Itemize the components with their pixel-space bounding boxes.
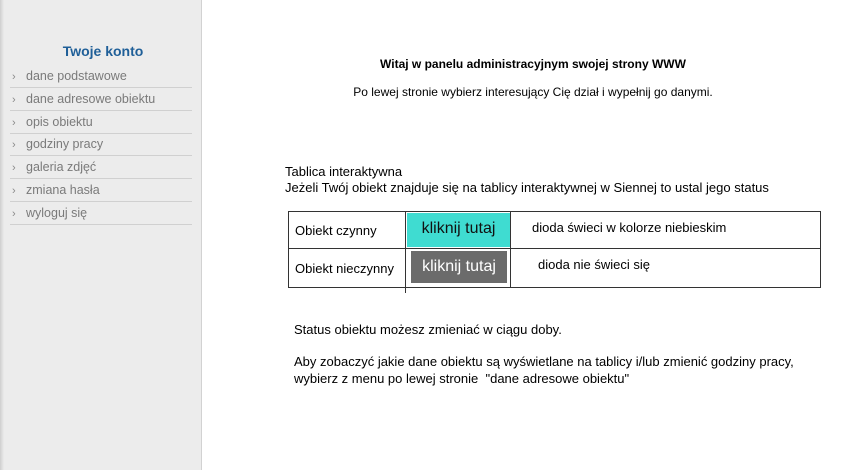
- sidebar-item-label[interactable]: opis obiektu: [26, 114, 93, 129]
- page-title: Witaj w panelu administracyjnym swojej strony WWW: [380, 57, 686, 71]
- chevron-right-icon: ›: [12, 139, 16, 152]
- row-divider: [289, 248, 820, 249]
- sidebar-item-dane-podstawowe[interactable]: [10, 66, 192, 88]
- sidebar-item-wyloguj[interactable]: [10, 203, 192, 225]
- sidebar-item-zmiana-hasla[interactable]: [10, 180, 192, 202]
- sidebar-item-label[interactable]: zmiana hasła: [26, 182, 100, 197]
- sidebar-item-godziny-pracy[interactable]: [10, 134, 192, 156]
- sidebar-title: Twoje konto: [62, 43, 144, 59]
- board-heading: Tablica interaktywna: [285, 164, 403, 179]
- sidebar-item-opis-obiektu[interactable]: [10, 112, 192, 134]
- column-divider: [510, 212, 511, 288]
- sidebar-item-label[interactable]: wyloguj się: [26, 205, 88, 220]
- chevron-right-icon: ›: [12, 116, 16, 129]
- row-desc-inactive: dioda nie świeci się: [538, 257, 651, 272]
- info-line: wybierz z menu po lewej stronie "dane adresowe obiektu": [294, 371, 630, 386]
- sidebar-nav: [10, 66, 192, 226]
- status-note: Status obiektu możesz zmieniać w ciągu doby.: [294, 322, 562, 337]
- page-subtitle: Po lewej stronie wybierz interesujący Cię dział i wypełnij go danymi.: [353, 85, 713, 99]
- sidebar-item-galeria-zdjec[interactable]: [10, 157, 192, 179]
- chevron-right-icon: ›: [12, 184, 16, 197]
- sidebar-shadow: [0, 0, 4, 470]
- column-divider: [405, 212, 406, 293]
- sidebar-item-label[interactable]: dane adresowe obiektu: [26, 91, 156, 106]
- sidebar-item-label[interactable]: godziny pracy: [26, 137, 104, 152]
- sidebar: [0, 0, 202, 470]
- sidebar-item-dane-adresowe[interactable]: [10, 89, 192, 111]
- set-active-button[interactable]: kliknij tutaj: [407, 213, 510, 247]
- chevron-right-icon: ›: [12, 162, 16, 175]
- row-desc-active: dioda świeci w kolorze niebieskim: [532, 220, 727, 235]
- chevron-right-icon: ›: [12, 93, 16, 106]
- sidebar-item-label[interactable]: dane podstawowe: [26, 69, 127, 83]
- board-text: Jeżeli Twój obiekt znajduje się na tablicy interaktywnej w Siennej to ustal jego status: [285, 180, 769, 195]
- board-intro: [285, 164, 769, 196]
- sidebar-item-label[interactable]: galeria zdjęć: [26, 160, 97, 175]
- row-label-inactive: Obiekt nieczynny: [295, 261, 394, 276]
- chevron-right-icon: ›: [12, 71, 16, 83]
- chevron-right-icon: ›: [12, 207, 16, 220]
- info-line: Aby zobaczyć jakie dane obiektu są wyświetlane na tablicy i/lub zmienić godziny pracy,: [294, 354, 794, 369]
- set-inactive-button[interactable]: kliknij tutaj: [411, 251, 507, 283]
- status-table: [288, 211, 821, 288]
- info-paragraph: [294, 353, 794, 387]
- row-label-active: Obiekt czynny: [295, 223, 377, 238]
